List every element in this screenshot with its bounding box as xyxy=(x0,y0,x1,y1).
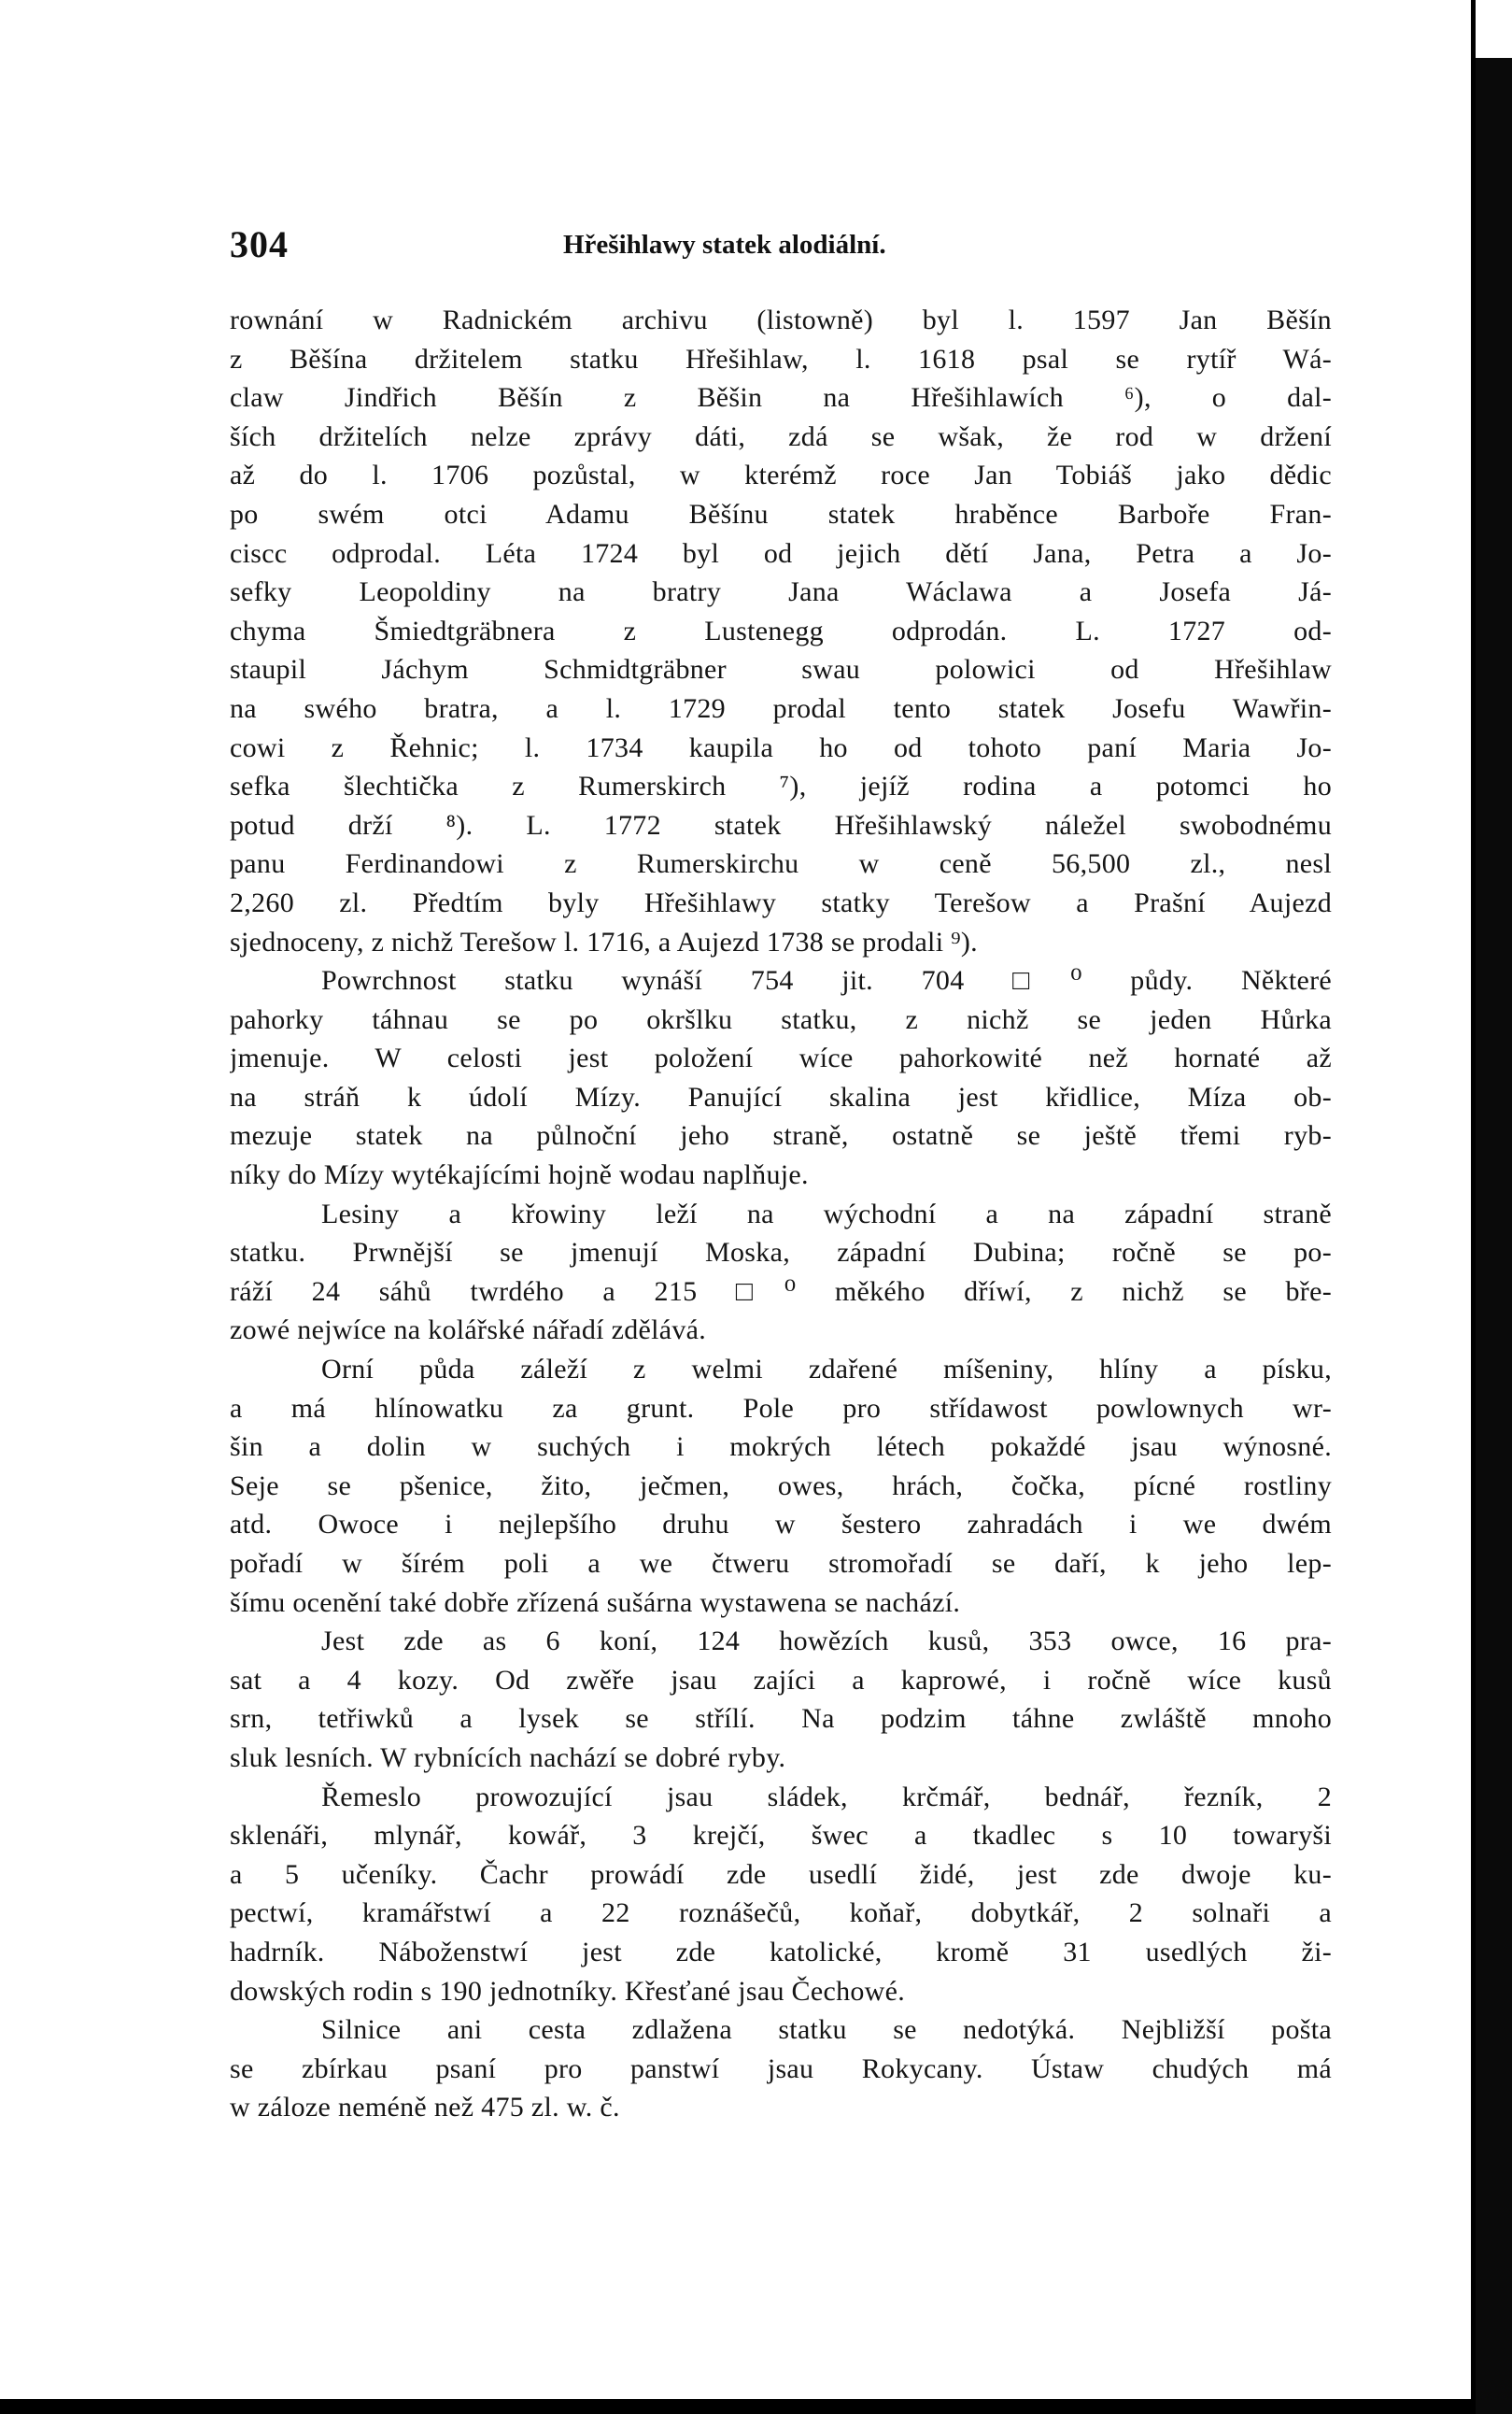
text-line: šímu ocenění také dobře zřízená sušárna wystawena se nachází. xyxy=(230,1586,961,1618)
text-line: srn, tetřiwků a lysek se střílí. Na podzim táhne zwláště mnoho xyxy=(230,1703,1332,1735)
text-line: sjednoceny, z nichž Terešow l. 1716, a Aujezd 1738 se prodali ⁹). xyxy=(230,926,978,958)
text-line: rownání w Radnickém archivu (listowně) byl l. 1597 Jan Běšín xyxy=(230,305,1332,335)
text-line: až do l. 1706 pozůstal, w kterémž roce Jan Tobiáš jako dědic xyxy=(230,460,1332,491)
text-line: sklenáři, mlynář, kowář, 3 krejčí, šwec a tkadlec s 10 towaryši xyxy=(230,1820,1332,1852)
text-line: jmenuje. W celosti jest položení wíce pahorkowité než hornaté až xyxy=(230,1043,1332,1074)
text-line: dowských rodin s 190 jednotníky. Křesťané jsau Čechowé. xyxy=(230,1975,906,2007)
text-line: Seje se pšenice, žito, ječmen, owes, hrách, čočka, pícné rostliny xyxy=(230,1470,1332,1501)
text-line: Powrchnost statku wynáší 754 jit. 704 □⁰ půdy. Některé xyxy=(321,965,1332,997)
running-title: Hřešihlawy statek alodiální. xyxy=(563,230,886,260)
text-line: ráží 24 sáhů twrdého a 215 □⁰ měkého dříwí, z nichž se bře- xyxy=(230,1275,1332,1307)
text-line: atd. Owoce i nejlepšího druhu w šestero zahradách i we dwém xyxy=(230,1509,1332,1541)
text-line: pectwí, kramářstwí a 22 roznášečů, koňař, dobytkář, 2 solnaři a xyxy=(230,1897,1332,1929)
text-line: staupil Jáchym Schmidtgräbner swau polowici od Hřešihlaw xyxy=(230,654,1332,686)
text-line: níky do Mízy wytékajícími hojně wodau naplňuje. xyxy=(230,1159,809,1191)
text-line: sat a 4 kozy. Od zwěře jsau zajíci a kaprowé, i ročně wíce kusů xyxy=(230,1664,1332,1696)
text-line: Silnice ani cesta zdlažena statku se nedotýká. Nejbližší pošta xyxy=(321,2014,1332,2046)
page-number: 304 xyxy=(230,223,289,265)
text-line: 2,260 zl. Předtím byly Hřešihlawy statky Terešow a Prašní Aujezd xyxy=(230,887,1332,918)
text-line: pahorky táhnau se po okršlku statku, z nichž se jeden Hůrka xyxy=(230,1003,1332,1035)
text-line: šin a dolin w suchých i mokrých létech pokaždé jsau wýnosné. xyxy=(230,1431,1332,1463)
text-line: w záloze neméně než 475 zl. w. č. xyxy=(230,2092,620,2123)
text-line: panu Ferdinandowi z Rumerskirchu w ceně 56,500 zl., nesl xyxy=(230,848,1332,880)
text-line: hadrník. Náboženstwí jest zde katolické, kromě 31 usedlých ži- xyxy=(230,1936,1332,1967)
text-line: Orní půda záleží z welmi zdařené míšeniny, hlíny a písku, xyxy=(321,1354,1332,1385)
text-line: potud drží ⁸). L. 1772 statek Hřešihlawský náležel swobodnému xyxy=(230,809,1332,841)
text-line: mezuje statek na půlnoční jeho straně, ostatně se ještě třemi ryb- xyxy=(230,1120,1332,1152)
text-line: na swého bratra, a l. 1729 prodal tento statek Josefu Wawřin- xyxy=(230,692,1332,724)
text-line: ciscc odprodal. Léta 1724 byl od jejich dětí Jana, Petra a Jo- xyxy=(230,537,1332,569)
text-line: z Běšína držitelem statku Hřešihlaw, l. 1618 psal se rytíř Wá- xyxy=(230,343,1332,375)
text-line: pořadí w šírém poli a we čtweru stromořadí se daří, k jeho lep- xyxy=(230,1548,1332,1579)
text-line: na stráň k údolí Mízy. Panující skalina jest křidlice, Míza ob- xyxy=(230,1081,1332,1113)
text-line: Jest zde as 6 koní, 124 howězích kusů, 353 owce, 16 pra- xyxy=(321,1626,1332,1657)
text-line: Řemeslo prowozující jsau sládek, krčmář, bednář, řezník, 2 xyxy=(321,1781,1332,1812)
text-line: po swém otci Adamu Běšínu statek hraběnce Barboře Fran- xyxy=(230,498,1332,530)
text-line: a má hlínowatku za grunt. Pole pro střídawost powlownych wr- xyxy=(230,1392,1332,1424)
text-line: statku. Prwnější se jmenují Moska, západní Dubina; ročně se po- xyxy=(230,1237,1332,1269)
scan-edge-notch xyxy=(1476,0,1512,58)
text-line: claw Jindřich Běšín z Běšin na Hřešihlawích ⁶), o dal- xyxy=(230,382,1332,414)
scan-edge-border xyxy=(1476,0,1512,2414)
text-line: Lesiny a křowiny leží na wýchodní a na západní straně xyxy=(321,1198,1332,1229)
text-line: sefka šlechtička z Rumerskirch ⁷), jejíž rodina a potomci ho xyxy=(230,771,1332,802)
text-line: ších držitelích nelze zprávy dáti, zdá se wšak, že rod w držení xyxy=(230,420,1332,452)
text-line: chyma Šmiedtgräbnera z Lustenegg odprodán. L. 1727 od- xyxy=(230,615,1332,646)
text-line: sluk lesních. W rybnících nachází se dobré ryby. xyxy=(230,1741,786,1773)
text-line: zowé nejwíce na kolářské nářadí zdělává. xyxy=(230,1314,707,1346)
text-line: cowi z Řehnic; l. 1734 kaupila ho od tohoto paní Maria Jo- xyxy=(230,731,1332,763)
body-text xyxy=(230,301,1332,2127)
text-line: a 5 učeníky. Čachr prowádí zde usedlí židé, jest zde dwoje ku- xyxy=(230,1858,1332,1890)
text-line: se zbírkau psaní pro panstwí jsau Rokycany. Ústaw chudých má xyxy=(230,2052,1332,2084)
text-line: sefky Leopoldiny na bratry Jana Wáclawa a Josefa Já- xyxy=(230,576,1332,608)
page-header xyxy=(230,222,1322,265)
